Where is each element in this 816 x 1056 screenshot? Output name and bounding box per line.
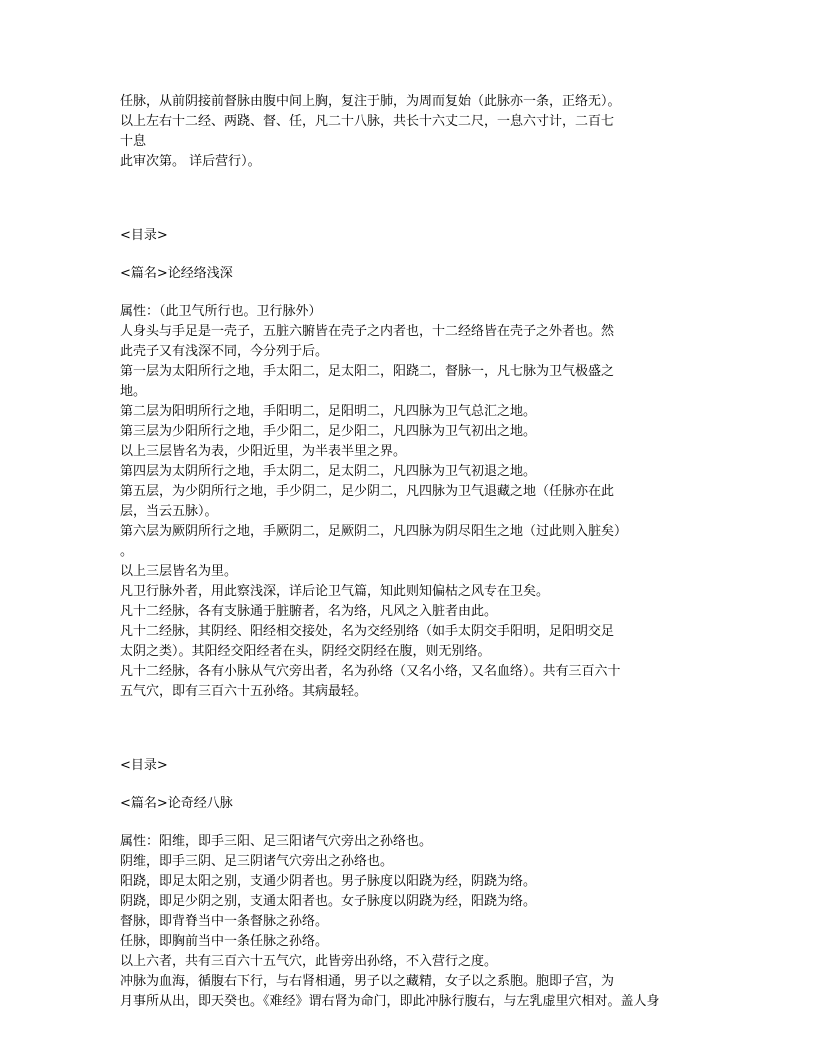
chapter-title: <篇名>论奇经八脉 [120,796,233,811]
text-line: 属性：阳维，即手三阳、足三阳诸气穴旁出之孙络也。 [120,834,433,849]
document-page [120,92,700,1012]
text-line: 月事所从出，即天癸也。《难经》谓右肾为命门，即此冲脉行腹右，与左乳虚里穴相对。盖人身 [120,994,660,1009]
text-line: 以上三层皆名为里。 [120,564,238,579]
text-line: 凡十二经脉，其阴经、阳经相交接处，名为交经别络（如手太阴交手阳明，足阳明交足 [120,624,615,639]
section-jingluo-qianshen [120,226,700,702]
text-line: 任脉，即胸前当中一条任脉之孙络。 [120,934,329,949]
text-line: 凡十二经脉，各有小脉从气穴旁出者，名为孙络（又名小络，又名血络）。共有三百六十 [120,664,621,679]
text-line: 督脉，即背脊当中一条督脉之孙络。 [120,914,329,929]
text-line: 凡卫行脉外者，用此察浅深，详后论卫气篇，知此则知偏枯之风专在卫矣。 [120,584,550,599]
text-line: 以上三层皆名为表，少阳近里，为半表半里之界。 [120,444,407,459]
text-line: 阴维，即手三阴、足三阴诸气穴旁出之孙络也。 [120,854,394,869]
text-line: 属性：（此卫气所行也。卫行脉外） [120,304,322,319]
toc-link[interactable]: <目录> [120,228,168,243]
text-line: 第三层为少阳所行之地，手少阳二，足少阳二，凡四脉为卫气初出之地。 [120,424,537,439]
text-line: 冲脉为血海，循腹右下行，与右肾相通，男子以之藏精，女子以之系胞。胞即子宫，为 [120,974,615,989]
text-line: 五气穴，即有三百六十五孙络。其病最轻。 [120,684,368,699]
text-line: 此审次第。 详后营行）。 [120,154,261,169]
chapter-title: <篇名>论经络浅深 [120,266,233,281]
text-line: 十息 [120,134,147,149]
text-line: 太阴之类）。其阳经交阳经者在头，阴经交阴经在腹，则无别络。 [120,644,491,659]
text-line: 层，当云五脉）。 [120,504,218,519]
text-line: 阴跷，即足少阴之别，支通太阳者也。女子脉度以阴跷为经，阳跷为络。 [120,894,537,909]
text-line: 此壳子又有浅深不同，今分列于后。 [120,344,329,359]
text-line: 以上左右十二经、两跷、督、任，凡二十八脉，共长十六丈二尺，一息六寸计，二百七 [120,114,615,129]
text-line: 第四层为太阴所行之地，手太阴二，足太阴二，凡四脉为卫气初退之地。 [120,464,537,479]
toc-link[interactable]: <目录> [120,758,168,773]
text-line: 地。 [120,384,147,399]
section-qijing-bamai [120,756,700,1012]
text-line: 第一层为太阳所行之地，手太阳二，足太阳二，阳跷二，督脉一，凡七脉为卫气极盛之 [120,364,615,379]
text-line: 人身头与手足是一壳子，五脏六腑皆在壳子之内者也，十二经络皆在壳子之外者也。然 [120,324,615,339]
text-line: 以上六者，共有三百六十五气穴，此皆旁出孙络，不入营行之度。 [120,954,498,969]
section-ren-mai-end [120,92,700,172]
text-line: 凡十二经脉，各有支脉通于脏腑者，名为络，凡风之入脏者由此。 [120,604,498,619]
text-line: 第五层，为少阴所行之地，手少阴二，足少阴二，凡四脉为卫气退藏之地（任脉亦在此 [120,484,615,499]
text-line: 第二层为阳明所行之地，手阳明二，足阳明二，凡四脉为卫气总汇之地。 [120,404,537,419]
text-line: 任脉，从前阴接前督脉由腹中间上胸，复注于肺，为周而复始（此脉亦一条，正络无）。 [120,94,621,109]
text-line: 第六层为厥阴所行之地，手厥阴二，足厥阴二，凡四脉为阴尽阳生之地（过此则入脏矣） [120,524,628,539]
text-line: 。 [120,544,134,559]
text-line: 阳跷，即足太阳之别，支通少阴者也。男子脉度以阳跷为经，阴跷为络。 [120,874,537,889]
